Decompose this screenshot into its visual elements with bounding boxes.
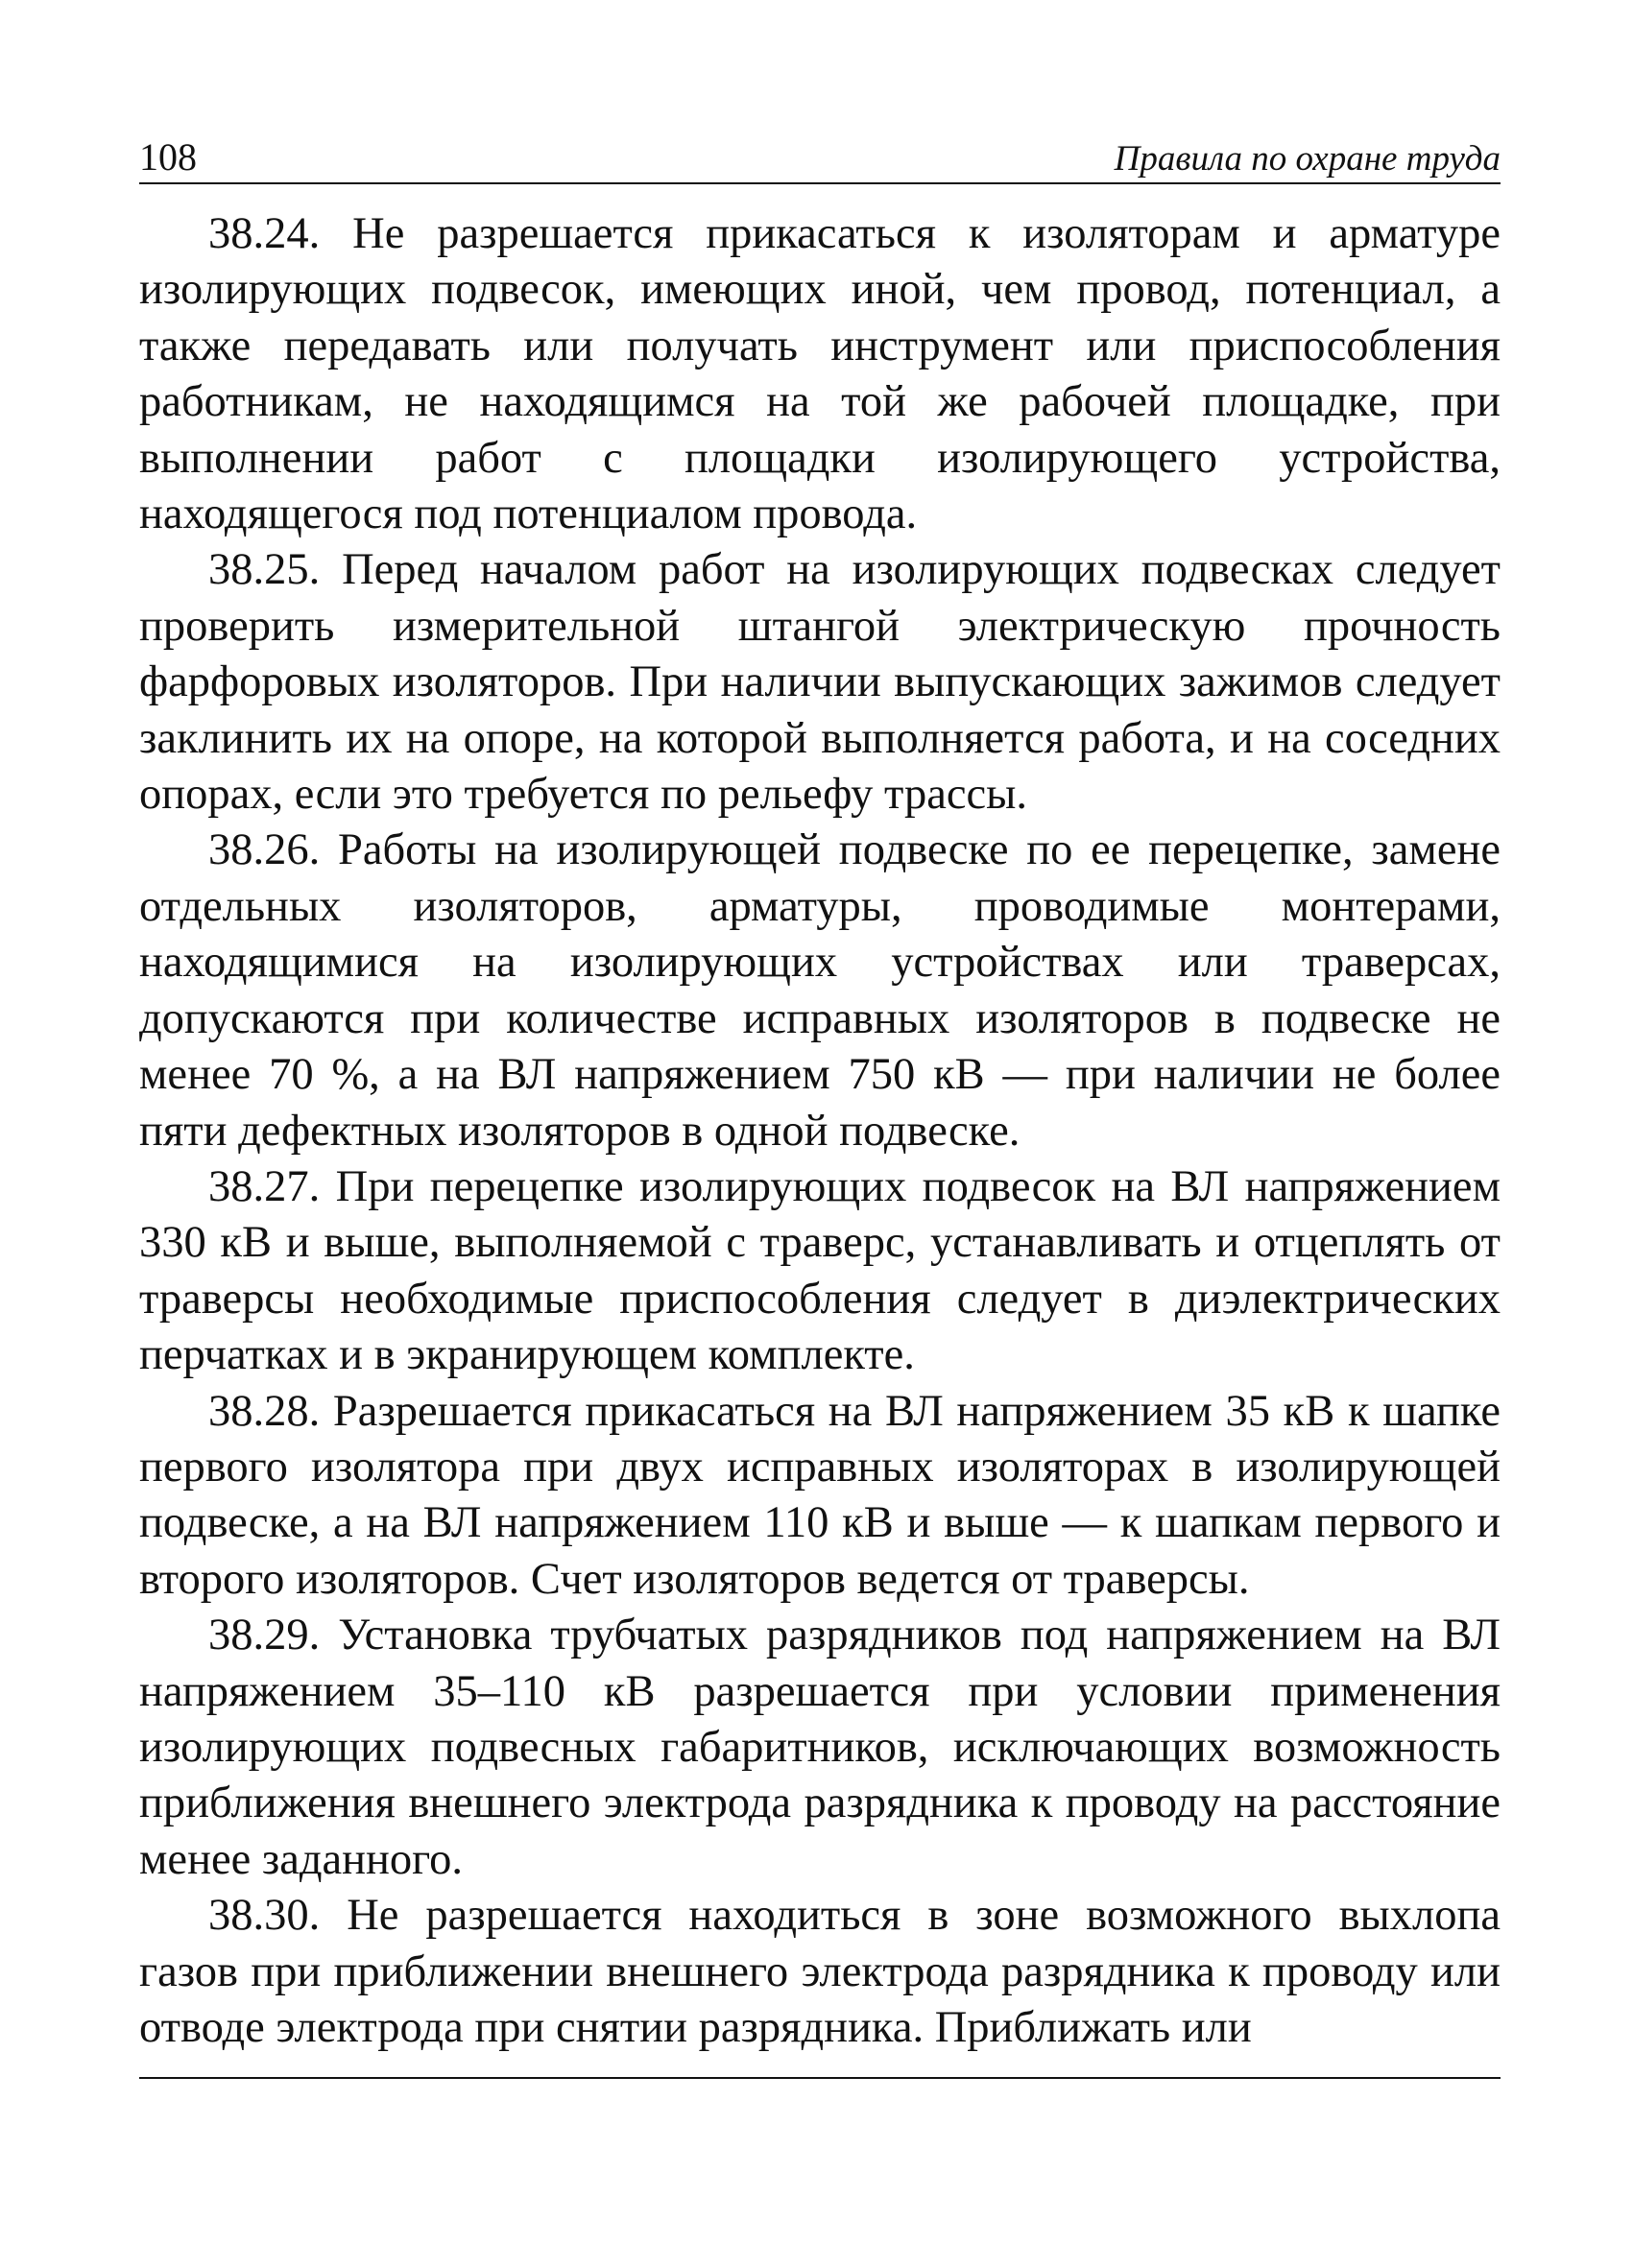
paragraph-38-27: 38.27. При перецепке изолирующих подвесок на ВЛ напряжением 330 кВ и выше, выполняемой с траверс, устанавливать и отцеплять от траверсы необходимые приспособления следует в диэлектрических перчатках и в экранирующем комплекте. bbox=[139, 1161, 1501, 1380]
paragraph-38-25: 38.25. Перед началом работ на изолирующих подвесках следует проверить измерительной штангой электрическую прочность фарфоровых изоляторов. При наличии выпускающих зажимов следует заклинить их на опоре, на которой выполняется работа, и на соседних опорах, если это требуется по рельефу трассы. bbox=[139, 545, 1501, 820]
running-header bbox=[139, 125, 1501, 184]
page-number: 108 bbox=[139, 135, 197, 179]
paragraph-38-30: 38.30. Не разрешается находиться в зоне возможного выхлопа газов при приближении внешнего электрода разрядника к проводу или отводе электрода при снятии разрядника. Приближать или bbox=[139, 1891, 1501, 2052]
running-title: Правила по охране труда bbox=[1114, 139, 1501, 179]
paragraph-38-28: 38.28. Разрешается прикасаться на ВЛ напряжением 35 кВ к шапке первого изолятора при двух исправных изоляторах в изолирующей подвеске, а на ВЛ напряжением 110 кВ и выше — к шапкам первого и второго изоляторов. Счет изоляторов ведется от траверсы. bbox=[139, 1386, 1501, 1604]
bottom-rule bbox=[139, 2077, 1501, 2079]
paragraph-38-26: 38.26. Работы на изолирующей подвеске по ее перецепке, замене отдельных изоляторов, арматуры, проводимые монтерами, находящимися на изолирующих устройствах или траверсах, допускаются при количестве исправных изоляторов в подвеске не менее 70 %, а на ВЛ напряжением 750 кВ — при наличии не более пяти дефектных изоляторов в одной подвеске. bbox=[139, 825, 1501, 1156]
text-column bbox=[139, 206, 1501, 2056]
paragraph-38-24: 38.24. Не разрешается прикасаться к изоляторам и арматуре изолирующих подвесок, имеющих иной, чем провод, потенциал, а также передавать или получать инструмент или приспособления работникам, не находящимся на той же рабочей площадке, при выполнении работ с площадки изолирующего устройства, находящегося под потенциалом провода. bbox=[139, 209, 1501, 539]
paragraph-38-29: 38.29. Установка трубчатых разрядников под напряжением на ВЛ напряжением 35–110 кВ разрешается при условии применения изолирующих подвесных габаритников, исключающих возможность приближения внешнего электрода разрядника к проводу на расстояние менее заданного. bbox=[139, 1611, 1501, 1884]
